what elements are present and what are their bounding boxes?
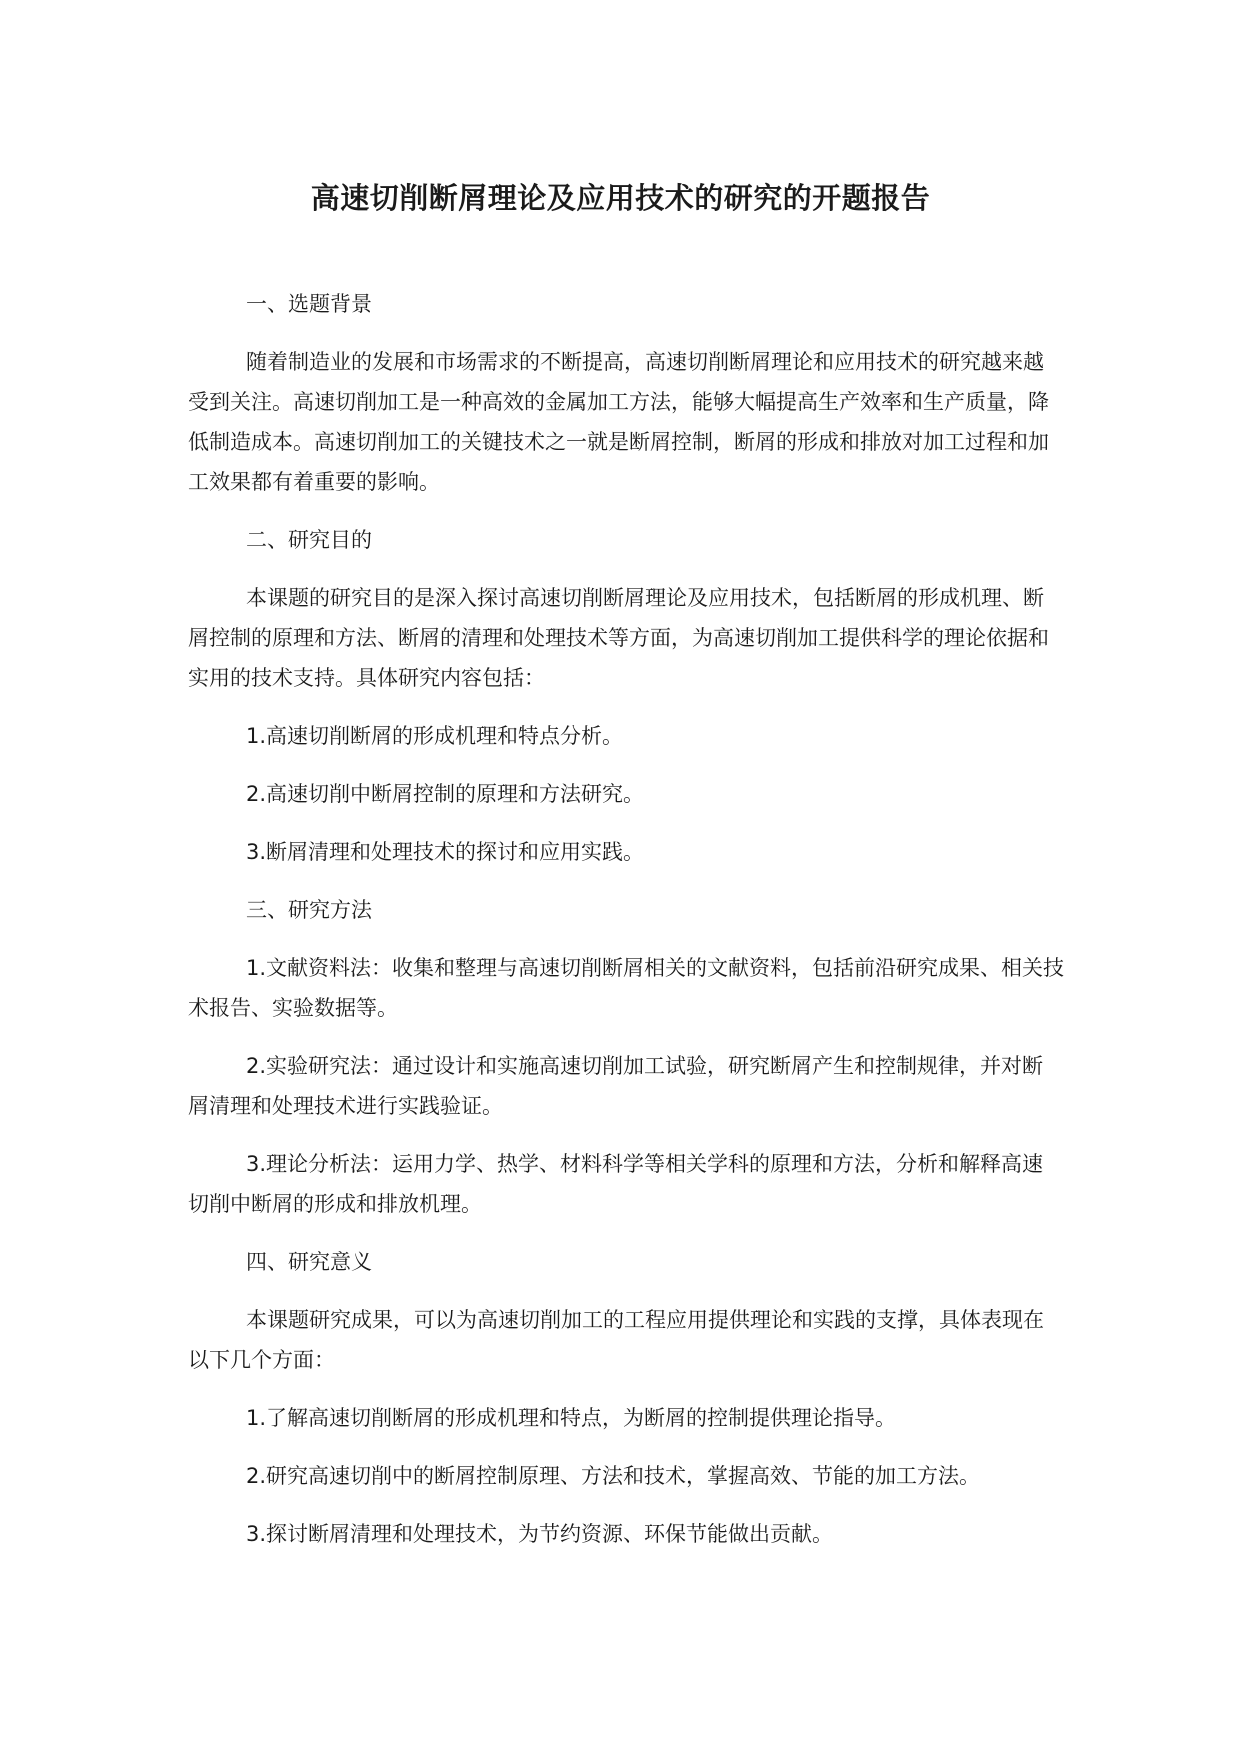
document-body [188,284,1065,1572]
list-item-method-3: 3.理论分析法：运用力学、热学、材料科学等相关学科的原理和方法，分析和解释高速切削中断屑的形成和排放机理。 [188,1152,1044,1216]
list-item-method-2: 2.实验研究法：通过设计和实施高速切削加工试验，研究断屑产生和控制规律，并对断屑清理和处理技术进行实践验证。 [188,1054,1044,1118]
section-heading-significance: 四、研究意义 [246,1250,372,1274]
section-heading-methods: 三、研究方法 [246,898,372,922]
list-item-significance-3: 3.探讨断屑清理和处理技术，为节约资源、环保节能做出贡献。 [246,1522,834,1546]
list-item-content-1: 1.高速切削断屑的形成机理和特点分析。 [246,724,624,748]
paragraph-significance: 本课题研究成果，可以为高速切削加工的工程应用提供理论和实践的支撑，具体表现在以下几个方面： [188,1308,1044,1372]
list-item-content-2: 2.高速切削中断屑控制的原理和方法研究。 [246,782,645,806]
list-item-significance-1: 1.了解高速切削断屑的形成机理和特点，为断屑的控制提供理论指导。 [246,1406,897,1430]
paragraph-purpose: 本课题的研究目的是深入探讨高速切削断屑理论及应用技术，包括断屑的形成机理、断屑控制的原理和方法、断屑的清理和处理技术等方面，为高速切削加工提供科学的理论依据和实用的技术支持。具体研究内容包括： [188,586,1049,690]
list-item-content-3: 3.断屑清理和处理技术的探讨和应用实践。 [246,840,645,864]
section-heading-purpose: 二、研究目的 [246,528,372,552]
list-item-significance-2: 2.研究高速切削中的断屑控制原理、方法和技术，掌握高效、节能的加工方法。 [246,1464,981,1488]
paragraph-background: 随着制造业的发展和市场需求的不断提高，高速切削断屑理论和应用技术的研究越来越受到关注。高速切削加工是一种高效的金属加工方法，能够大幅提高生产效率和生产质量，降低制造成本。高速切削加工的关键技术之一就是断屑控制，断屑的形成和排放对加工过程和加工效果都有着重要的影响。 [188,350,1049,494]
list-item-method-1: 1.文献资料法：收集和整理与高速切削断屑相关的文献资料，包括前沿研究成果、相关技术报告、实验数据等。 [188,956,1065,1020]
section-heading-background: 一、选题背景 [246,292,372,316]
document-title: 高速切削断屑理论及应用技术的研究的开题报告 [310,181,931,215]
